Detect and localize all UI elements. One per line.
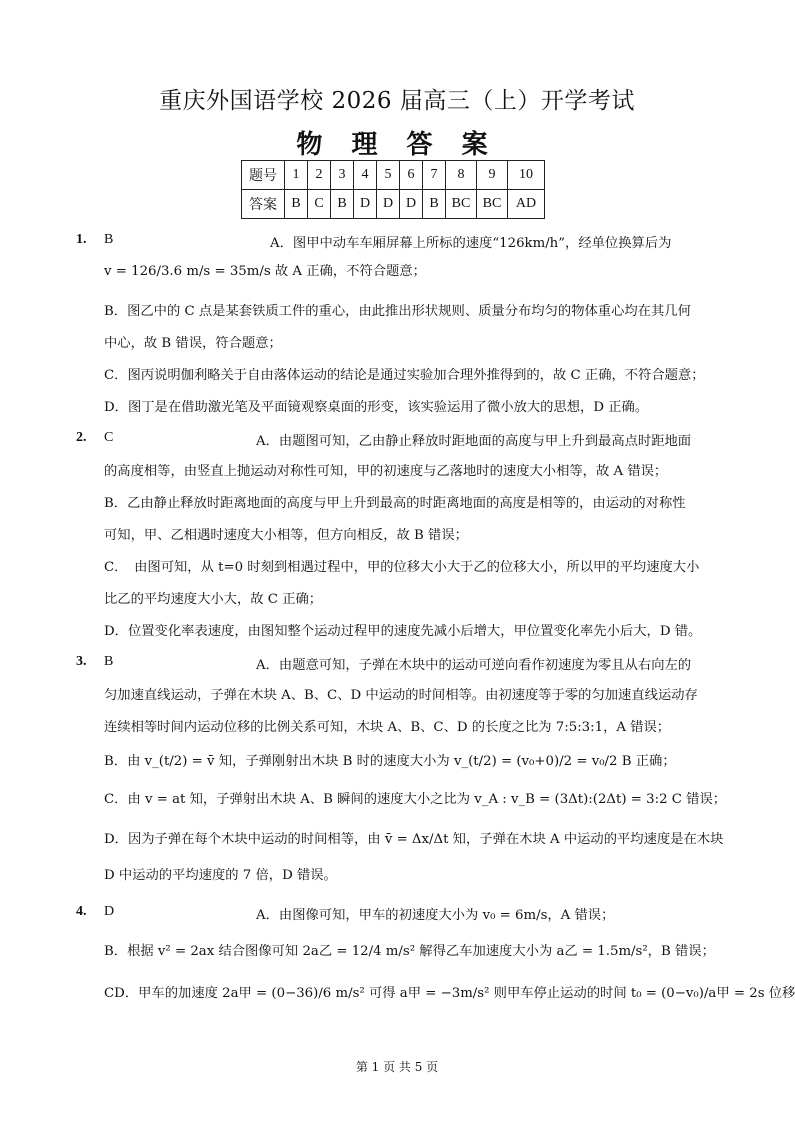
explanation-line: CD．甲车的加速度 2a甲 = (0−36)/6 m/s² 可得 a甲 = −3m/s² 则甲车停止运动的时间 t₀ = (0−v₀)/a甲 = 2s 位移	[104, 986, 795, 1001]
explanation-line: 中心，故 B 错误，符合题意；	[104, 336, 282, 351]
explanation-line: A．由图像可知，甲车的初速度大小为 v₀ = 6m/s，A 错误；	[256, 908, 615, 923]
explanation-line: v = 126/3.6 m/s = 35m/s 故 A 正确，不符合题意；	[104, 264, 426, 279]
table-cell: D	[400, 190, 423, 219]
explanation-line: D．位置变化率表速度，由图知整个运动过程甲的速度先减小后增大，甲位置变化率先小后大，D 错。	[104, 624, 702, 639]
explanation-line: D．因为子弹在每个木块中运动的时间相等，由 v̄ = Δx/Δt 知，子弹在木块 A 中运动的平均速度是在木块	[104, 832, 724, 847]
page-subtitle: 物 理 答 案	[296, 130, 498, 160]
table-cell: 1	[285, 161, 308, 190]
table-cell: BC	[446, 190, 477, 219]
answer-key: B	[104, 654, 114, 669]
explanation-line: A．图甲中动车车厢屏幕上所标的速度“126km/h”，经单位换算后为	[270, 236, 672, 251]
table-cell: B	[331, 190, 354, 219]
table-cell: B	[423, 190, 446, 219]
explanation-line: 的高度相等，由竖直上抛运动对称性可知，甲的初速度与乙落地时的速度大小相等，故 A 错误；	[104, 464, 668, 479]
table-cell: 7	[423, 161, 446, 190]
table-cell: B	[285, 190, 308, 219]
question-number: 4.	[76, 904, 87, 919]
answer-table-question-row	[242, 161, 545, 190]
row-label-question: 题号	[242, 161, 285, 190]
table-cell: C	[308, 190, 331, 219]
table-cell: 6	[400, 161, 423, 190]
table-cell: 3	[331, 161, 354, 190]
answer-key: D	[104, 904, 115, 919]
table-cell: 2	[308, 161, 331, 190]
table-cell: 9	[477, 161, 508, 190]
explanation-line: 比乙的平均速度大小大，故 C 正确；	[104, 592, 323, 607]
question-number: 3.	[76, 654, 87, 669]
table-cell: D	[354, 190, 377, 219]
explanation-line: A．由题意可知，子弹在木块中的运动可逆向看作初速度为零且从右向左的	[256, 658, 692, 673]
explanation-line: D．图丁是在借助激光笔及平面镜观察桌面的形变，该实验运用了微小放大的思想，D 正确。	[104, 400, 649, 415]
explanation-line: B．图乙中的 C 点是某套铁质工件的重心，由此推出形状规则、质量分布均匀的物体重心均在其几何	[104, 304, 691, 319]
explanation-line: B．由 v_(t/2) = v̄ 知，子弹刚射出木块 B 时的速度大小为 v_(t/2) = (v₀+0)/2 = v₀/2 B 正确；	[104, 754, 676, 769]
page-footer: 第 1 页 共 5 页	[355, 1060, 439, 1074]
explanation-line: 匀加速直线运动，子弹在木块 A、B、C、D 中运动的时间相等。由初速度等于零的匀加速直线运动存	[104, 688, 698, 703]
explanation-line: C．由 v = at 知，子弹射出木块 A、B 瞬间的速度大小之比为 v_A : v_B = (3Δt):(2Δt) = 3:2 C 错误；	[104, 792, 727, 807]
table-cell: 4	[354, 161, 377, 190]
question-number: 1.	[76, 232, 87, 247]
explanation-line: B．乙由静止释放时距离地面的高度与甲上升到最高的时距离地面的高度是相等的，由运动的对称性	[104, 496, 686, 511]
explanation-line: 可知，甲、乙相遇时速度大小相等，但方向相反，故 B 错误；	[104, 528, 468, 543]
explanation-line: C． 由图可知，从 t=0 时刻到相遇过程中，甲的位移大小大于乙的位移大小，所以甲的平均速度大小	[104, 560, 700, 575]
table-cell: BC	[477, 190, 508, 219]
table-cell: D	[377, 190, 400, 219]
page-title: 重庆外国语学校 2026 届高三（上）开学考试	[159, 88, 635, 114]
row-label-answer: 答案	[242, 190, 285, 219]
question-number: 2.	[76, 430, 87, 445]
table-cell: 8	[446, 161, 477, 190]
answer-table-answer-row	[242, 190, 545, 219]
explanation-line: D 中运动的平均速度的 7 倍，D 错误。	[104, 868, 337, 883]
table-cell: 5	[377, 161, 400, 190]
explanation-line: B．根据 v² = 2ax 结合图像可知 2a乙 = 12/4 m/s² 解得乙车加速度大小为 a乙 = 1.5m/s²，B 错误；	[104, 944, 715, 959]
explanation-line: C．图丙说明伽利略关于自由落体运动的结论是通过实验加合理外推得到的，故 C 正确，不符合题意；	[104, 368, 705, 383]
answer-key: C	[104, 430, 114, 445]
answer-table	[241, 160, 545, 219]
table-cell: AD	[508, 190, 545, 219]
answer-key: B	[104, 232, 114, 247]
explanation-line: 连续相等时间内运动位移的比例关系可知，木块 A、B、C、D 的长度之比为 7:5:3:1，A 错误；	[104, 720, 671, 735]
table-cell: 10	[508, 161, 545, 190]
explanation-line: A．由题图可知，乙由静止释放时距地面的高度与甲上升到最高点时距地面	[256, 434, 692, 449]
